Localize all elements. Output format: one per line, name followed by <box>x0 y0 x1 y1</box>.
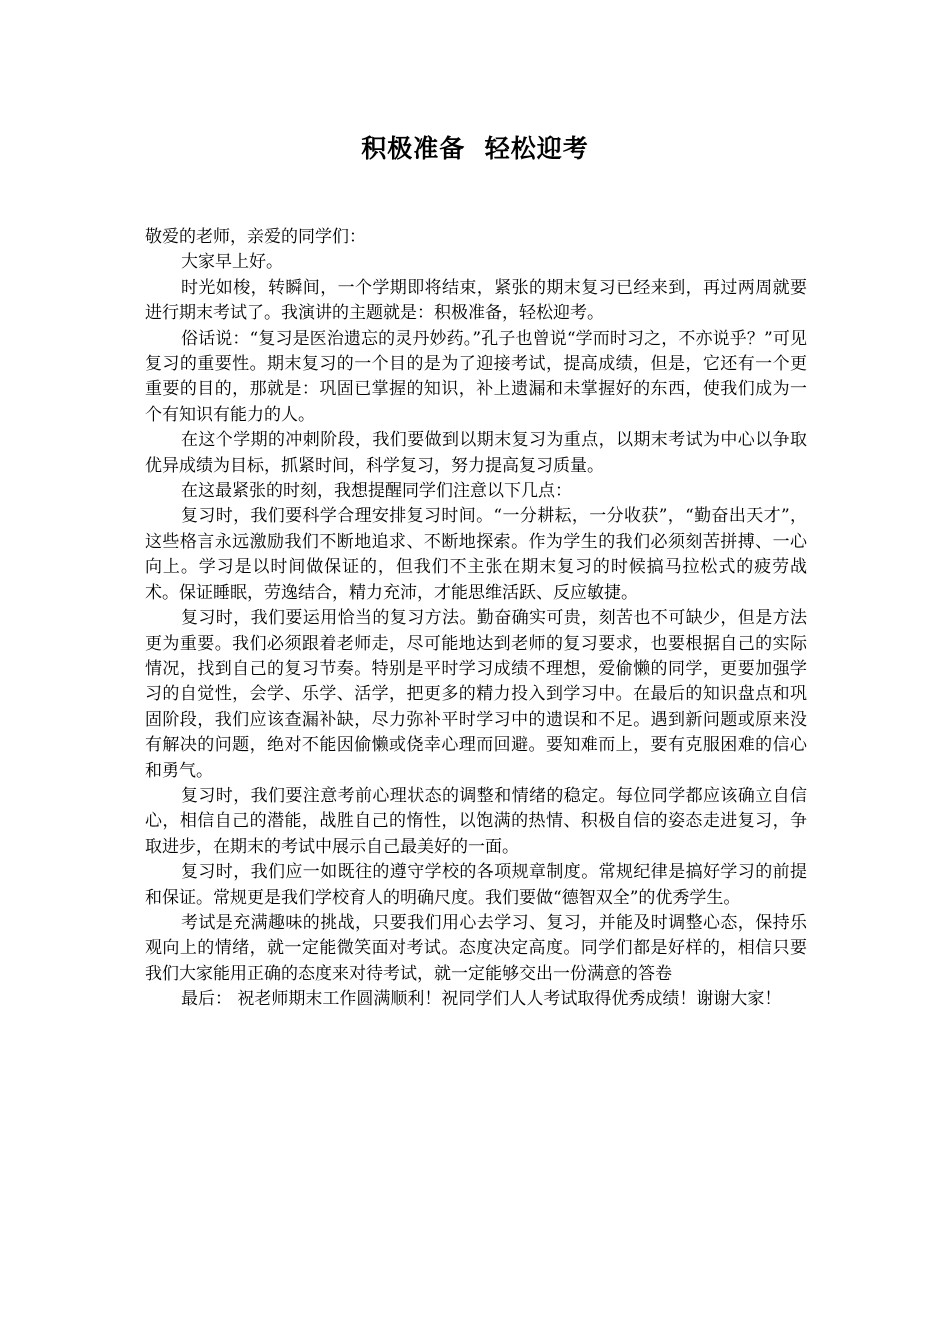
paragraph-time: 复习时，我们要科学合理安排复习时间。“一分耕耘，一分收获”，“勤奋出天才”，这些格言永远激励我们不断地追求、不断地探索。作为学生的我们必须刻苦拼搏、一心向上。学习是以时间做保证的，但我们不主张在期末复习的时候搞马拉松式的疲劳战术。保证睡眠，劳逸结合，精力充沛，才能思维活跃、反应敏捷。 <box>145 506 807 603</box>
document-body <box>145 225 807 1013</box>
paragraph-method: 复习时，我们要运用恰当的复习方法。勤奋确实可贵，刻苦也不可缺少，但是方法更为重要。我们必须跟着老师走，尽可能地达到老师的复习要求，也要根据自己的实际情况，找到自己的复习节奏。特别是平时学习成绩不理想，爱偷懒的同学，更要加强学习的自觉性，会学、乐学、活学，把更多的精力投入到学习中。在最后的知识盘点和巩固阶段，我们应该查漏补缺，尽力弥补平时学习中的遗误和不足。遇到新问题或原来没有解决的问题，绝对不能因偷懒或侥幸心理而回避。要知难而上，要有克服困难的信心和勇气。 <box>145 608 807 781</box>
paragraph-attitude: 考试是充满趣味的挑战，只要我们用心去学习、复习，并能及时调整心态，保持乐观向上的情绪，就一定能微笑面对考试。态度决定高度。同学们都是好样的，相信只要我们大家能用正确的态度来对待考试，就一定能够交出一份满意的答卷 <box>145 912 807 984</box>
document-title: 积极准备 轻松迎考 <box>361 134 589 163</box>
paragraph-importance: 俗话说：“复习是医治遗忘的灵丹妙药。”孔子也曾说“学而时习之，不亦说乎？”可见复习的重要性。期末复习的一个目的是为了迎接考试，提高成绩，但是，它还有一个更重要的目的，那就是：巩固已掌握的知识，补上遗漏和未掌握好的东西，使我们成为一个有知识有能力的人。 <box>145 328 807 425</box>
paragraph-rules: 复习时，我们应一如既往的遵守学校的各项规章制度。常规纪律是搞好学习的前提和保证。常规更是我们学校育人的明确尺度。我们要做“德智双全”的优秀学生。 <box>145 862 807 908</box>
paragraph-reminder: 在这最紧张的时刻，我想提醒同学们注意以下几点： <box>181 481 572 502</box>
paragraph-closing: 最后： 祝老师期末工作圆满顺利！祝同学们人人考试取得优秀成绩！谢谢大家！ <box>181 989 782 1010</box>
paragraph-mindset: 复习时，我们要注意考前心理状态的调整和情绪的稳定。每位同学都应该确立自信心，相信自己的潜能，战胜自己的惰性，以饱满的热情、积极自信的姿态走进复习，争取进步，在期末的考试中展示自己最美好的一面。 <box>145 785 807 857</box>
salutation: 敬爱的老师，亲爱的同学们： <box>145 227 366 247</box>
paragraph-intro: 时光如梭，转瞬间，一个学期即将结束，紧张的期末复习已经来到，再过两周就要进行期末考试了。我演讲的主题就是：积极准备，轻松迎考。 <box>145 277 807 324</box>
paragraph-greeting: 大家早上好。 <box>181 252 283 273</box>
paragraph-goal: 在这个学期的冲刺阶段，我们要做到以期末复习为重点，以期末考试为中心以争取优异成绩为目标，抓紧时间，科学复习，努力提高复习质量。 <box>145 430 807 476</box>
